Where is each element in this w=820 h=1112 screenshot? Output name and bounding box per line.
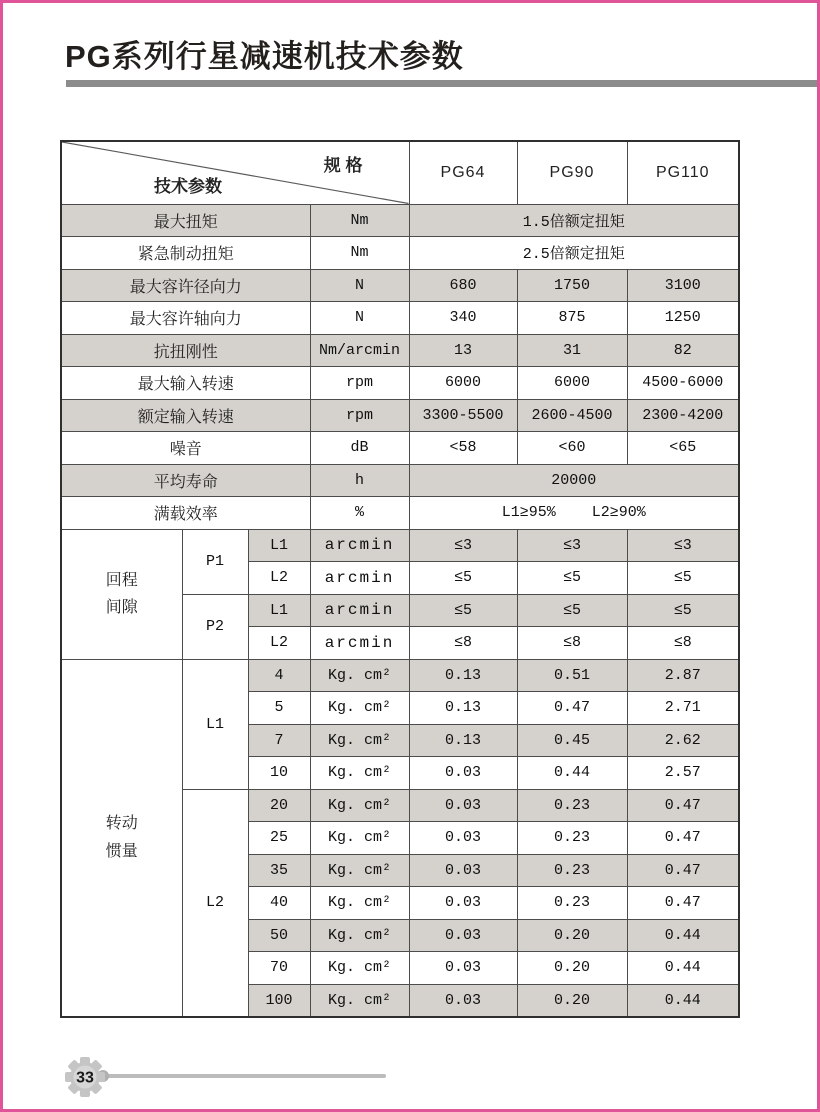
value-cell-pg90: 0.51 <box>517 659 627 692</box>
ratio-cell: 4 <box>248 659 310 692</box>
table-row <box>61 334 739 367</box>
value-cell-pg110: ≤8 <box>627 627 739 660</box>
param-label-cell: 紧急制动扭矩 <box>61 237 310 270</box>
table-row <box>61 432 739 465</box>
unit-cell: Kg. cm² <box>310 952 409 985</box>
table-row <box>61 204 739 237</box>
value-cell-pg110: 0.44 <box>627 919 739 952</box>
merged-value-cell: L1≥95% L2≥90% <box>409 497 739 530</box>
ratio-cell: 35 <box>248 854 310 887</box>
param-label-cell: 最大容许轴向力 <box>61 302 310 335</box>
ratio-cell: 7 <box>248 724 310 757</box>
value-cell-pg90: ≤8 <box>517 627 627 660</box>
stage-cell: L2 <box>248 627 310 660</box>
param-label-cell: 满载效率 <box>61 497 310 530</box>
value-cell-pg110: 0.44 <box>627 984 739 1017</box>
unit-cell: Kg. cm² <box>310 724 409 757</box>
unit-cell: Kg. cm² <box>310 789 409 822</box>
value-cell-pg110: ≤5 <box>627 562 739 595</box>
value-cell-pg64: 0.13 <box>409 692 517 725</box>
table-row <box>61 367 739 400</box>
value-cell-pg110: 1250 <box>627 302 739 335</box>
header-param-label: 技术参数 <box>154 176 222 196</box>
param-label-cell: 最大输入转速 <box>61 367 310 400</box>
ratio-cell: 50 <box>248 919 310 952</box>
value-cell-pg64: 0.03 <box>409 952 517 985</box>
column-header-pg90: PG90 <box>517 141 627 204</box>
value-cell-pg110: 0.44 <box>627 952 739 985</box>
ratio-cell: 70 <box>248 952 310 985</box>
group-label-line: 回程 <box>105 571 138 589</box>
group-label-line: 间隙 <box>105 599 138 616</box>
stage-cell: L2 <box>248 562 310 595</box>
value-cell-pg110: 2.62 <box>627 724 739 757</box>
value-cell-pg64: ≤8 <box>409 627 517 660</box>
merged-value-cell: 2.5倍额定扭矩 <box>409 237 739 270</box>
value-cell-pg90: 0.45 <box>517 724 627 757</box>
group-cell-inertia <box>61 659 182 1017</box>
group-label-line: 转动 <box>105 815 138 833</box>
ratio-cell: 5 <box>248 692 310 725</box>
unit-cell: N <box>310 302 409 335</box>
value-cell-pg64: ≤5 <box>409 594 517 627</box>
value-cell-pg110: 0.47 <box>627 822 739 855</box>
value-cell-pg64: 3300-5500 <box>409 399 517 432</box>
value-cell-pg64: 0.03 <box>409 887 517 920</box>
value-cell-pg90: ≤3 <box>517 529 627 562</box>
value-cell-pg64: 0.03 <box>409 789 517 822</box>
value-cell-pg64: ≤5 <box>409 562 517 595</box>
unit-cell: Nm <box>310 237 409 270</box>
value-cell-pg90: <60 <box>517 432 627 465</box>
unit-cell: rpm <box>310 367 409 400</box>
value-cell-pg90: 1750 <box>517 269 627 302</box>
value-cell-pg64: 340 <box>409 302 517 335</box>
unit-cell: arcmin <box>310 594 409 627</box>
value-cell-pg90: 0.23 <box>517 789 627 822</box>
unit-cell: % <box>310 497 409 530</box>
param-label-cell: 抗扭刚性 <box>61 334 310 367</box>
merged-value-cell: 20000 <box>409 464 739 497</box>
value-cell-pg90: 0.20 <box>517 952 627 985</box>
value-cell-pg110: 2.87 <box>627 659 739 692</box>
value-cell-pg64: 0.03 <box>409 822 517 855</box>
unit-cell: arcmin <box>310 529 409 562</box>
value-cell-pg64: 0.13 <box>409 724 517 757</box>
value-cell-pg64: <58 <box>409 432 517 465</box>
value-cell-pg90: 31 <box>517 334 627 367</box>
stage-cell: L1 <box>248 594 310 627</box>
value-cell-pg64: 0.13 <box>409 659 517 692</box>
value-cell-pg90: 0.20 <box>517 984 627 1017</box>
table-row <box>61 659 739 692</box>
unit-cell: Kg. cm² <box>310 659 409 692</box>
table-row <box>61 464 739 497</box>
value-cell-pg110: 3100 <box>627 269 739 302</box>
value-cell-pg110: ≤3 <box>627 529 739 562</box>
spec-table <box>60 140 740 1018</box>
table-header-row <box>61 141 739 204</box>
title-underline-bar <box>66 80 820 87</box>
value-cell-pg90: 0.23 <box>517 887 627 920</box>
value-cell-pg110: 2.71 <box>627 692 739 725</box>
value-cell-pg110: 0.47 <box>627 887 739 920</box>
value-cell-pg110: 2.57 <box>627 757 739 790</box>
value-cell-pg110: 2300-4200 <box>627 399 739 432</box>
unit-cell: rpm <box>310 399 409 432</box>
unit-cell: N <box>310 269 409 302</box>
unit-cell: h <box>310 464 409 497</box>
value-cell-pg64: 0.03 <box>409 854 517 887</box>
param-label-cell: 最大容许径向力 <box>61 269 310 302</box>
column-header-pg110: PG110 <box>627 141 739 204</box>
value-cell-pg90: 2600-4500 <box>517 399 627 432</box>
unit-cell: Kg. cm² <box>310 919 409 952</box>
param-label-cell: 噪音 <box>61 432 310 465</box>
table-row <box>61 237 739 270</box>
value-cell-pg64: 13 <box>409 334 517 367</box>
table-row <box>61 269 739 302</box>
value-cell-pg90: ≤5 <box>517 562 627 595</box>
table-row <box>61 399 739 432</box>
value-cell-pg64: 6000 <box>409 367 517 400</box>
value-cell-pg90: 0.44 <box>517 757 627 790</box>
p1-cell: P1 <box>182 529 248 594</box>
unit-cell: Kg. cm² <box>310 757 409 790</box>
unit-cell: Kg. cm² <box>310 984 409 1017</box>
value-cell-pg110: 0.47 <box>627 854 739 887</box>
merged-value-cell: 1.5倍额定扭矩 <box>409 204 739 237</box>
value-cell-pg110: <65 <box>627 432 739 465</box>
ratio-cell: 20 <box>248 789 310 822</box>
unit-cell: Kg. cm² <box>310 854 409 887</box>
ratio-cell: 100 <box>248 984 310 1017</box>
unit-cell: dB <box>310 432 409 465</box>
column-header-pg64: PG64 <box>409 141 517 204</box>
diagonal-header-cell <box>61 141 409 204</box>
footer-divider-line <box>103 1074 386 1078</box>
value-cell-pg90: 0.20 <box>517 919 627 952</box>
value-cell-pg90: 0.23 <box>517 854 627 887</box>
ratio-cell: 40 <box>248 887 310 920</box>
l2-cell: L2 <box>182 789 248 1017</box>
value-cell-pg64: ≤3 <box>409 529 517 562</box>
group-label-line: 惯量 <box>105 842 138 860</box>
table-row <box>61 529 739 562</box>
group-cell-backlash <box>61 529 182 659</box>
value-cell-pg110: 4500-6000 <box>627 367 739 400</box>
p2-cell: P2 <box>182 594 248 659</box>
page-title: PG系列行星减速机技术参数 <box>65 39 464 74</box>
value-cell-pg64: 0.03 <box>409 919 517 952</box>
value-cell-pg110: 82 <box>627 334 739 367</box>
l1-cell: L1 <box>182 659 248 789</box>
unit-cell: Kg. cm² <box>310 822 409 855</box>
value-cell-pg110: ≤5 <box>627 594 739 627</box>
value-cell-pg110: 0.47 <box>627 789 739 822</box>
value-cell-pg90: 6000 <box>517 367 627 400</box>
unit-cell: Kg. cm² <box>310 887 409 920</box>
unit-cell: Nm/arcmin <box>310 334 409 367</box>
ratio-cell: 25 <box>248 822 310 855</box>
value-cell-pg90: 0.23 <box>517 822 627 855</box>
value-cell-pg64: 0.03 <box>409 757 517 790</box>
table-row <box>61 497 739 530</box>
header-spec-label: 规 格 <box>323 156 363 175</box>
value-cell-pg64: 0.03 <box>409 984 517 1017</box>
param-label-cell: 最大扭矩 <box>61 204 310 237</box>
value-cell-pg90: 875 <box>517 302 627 335</box>
param-label-cell: 额定输入转速 <box>61 399 310 432</box>
unit-cell: Kg. cm² <box>310 692 409 725</box>
value-cell-pg64: 680 <box>409 269 517 302</box>
page-number: 33 <box>76 1069 94 1087</box>
unit-cell: Nm <box>310 204 409 237</box>
unit-cell: arcmin <box>310 627 409 660</box>
param-label-cell: 平均寿命 <box>61 464 310 497</box>
unit-cell: arcmin <box>310 562 409 595</box>
value-cell-pg90: 0.47 <box>517 692 627 725</box>
gear-icon <box>63 1055 107 1099</box>
stage-cell: L1 <box>248 529 310 562</box>
ratio-cell: 10 <box>248 757 310 790</box>
table-row <box>61 302 739 335</box>
value-cell-pg90: ≤5 <box>517 594 627 627</box>
